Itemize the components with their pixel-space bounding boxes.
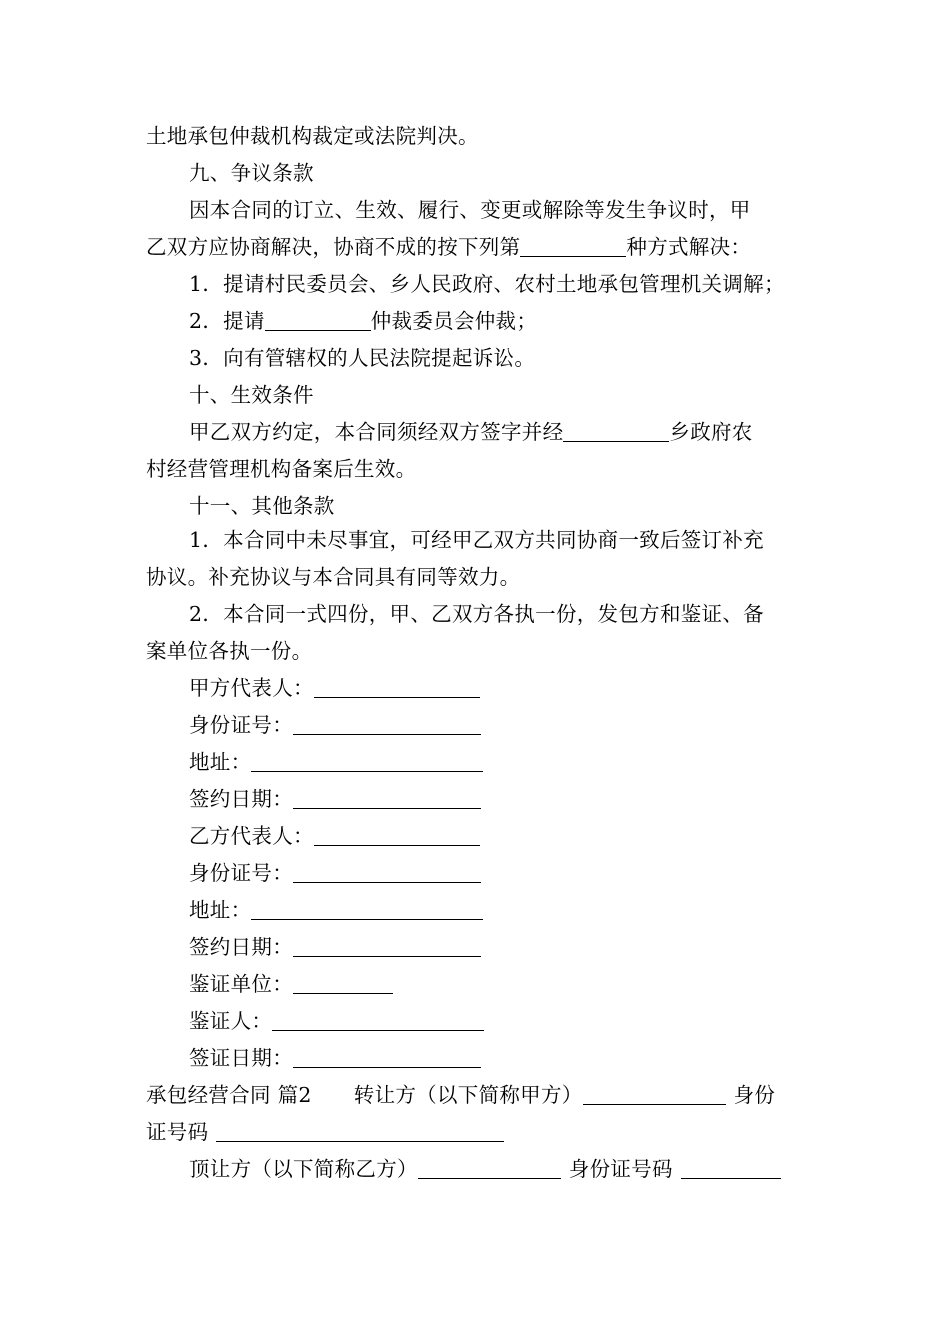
text-line: 村经营管理机构备案后生效。 bbox=[146, 457, 417, 481]
signature-field: 身份证号： bbox=[189, 855, 481, 892]
text-line: 甲乙双方约定，本合同须经双方签字并经 乡政府农 bbox=[189, 420, 753, 444]
signature-field: 鉴证单位： bbox=[189, 966, 393, 1003]
list-item: 1．本合同中未尽事宜，可经甲乙双方共同协商一致后签订补充 bbox=[189, 528, 764, 552]
section-heading-9: 九、争议条款 bbox=[189, 161, 314, 185]
blank-line bbox=[293, 712, 481, 735]
text-line: 协议。补充协议与本合同具有同等效力。 bbox=[146, 565, 521, 589]
blank-line bbox=[418, 1156, 561, 1179]
text-line: 案单位各执一份。 bbox=[146, 639, 313, 663]
text-line: 顶让方（以下简称乙方） 身份证号码 bbox=[189, 1151, 781, 1188]
signature-field: 签约日期： bbox=[189, 929, 481, 966]
blank-line bbox=[293, 971, 393, 994]
list-item: 2．提请 仲裁委员会仲裁； bbox=[189, 309, 538, 333]
section-heading-11: 十一、其他条款 bbox=[189, 494, 335, 518]
signature-field: 签证日期： bbox=[189, 1040, 481, 1077]
signature-field: 地址： bbox=[189, 892, 483, 929]
blank-line bbox=[563, 419, 669, 442]
section-heading-part2: 承包经营合同 篇2 bbox=[146, 1083, 312, 1107]
blank-line bbox=[272, 1008, 484, 1031]
signature-field: 乙方代表人： bbox=[189, 818, 480, 855]
signature-field: 鉴证人： bbox=[189, 1003, 484, 1040]
text-line: 乙双方应协商解决，协商不成的按下列第 种方式解决： bbox=[146, 235, 752, 259]
blank-line bbox=[520, 234, 626, 257]
blank-line bbox=[216, 1119, 504, 1142]
section-heading-10: 十、生效条件 bbox=[189, 383, 314, 407]
blank-line bbox=[583, 1082, 726, 1105]
text-line: 承包经营合同 篇2 转让方（以下简称甲方） 身份 bbox=[146, 1083, 776, 1107]
list-item: 1．提请村民委员会、乡人民政府、农村土地承包管理机关调解； bbox=[189, 272, 785, 296]
blank-line bbox=[293, 934, 481, 957]
blank-line bbox=[293, 786, 481, 809]
blank-line bbox=[251, 749, 483, 772]
text-line: 因本合同的订立、生效、履行、变更或解除等发生争议时，甲 bbox=[189, 198, 751, 222]
blank-line bbox=[265, 308, 371, 331]
blank-line bbox=[314, 675, 480, 698]
blank-line bbox=[251, 897, 483, 920]
blank-line bbox=[681, 1156, 781, 1179]
blank-line bbox=[293, 860, 481, 883]
list-item: 3．向有管辖权的人民法院提起诉讼。 bbox=[189, 346, 536, 370]
signature-field: 身份证号： bbox=[189, 707, 481, 744]
list-item: 2．本合同一式四份，甲、乙双方各执一份，发包方和鉴证、备 bbox=[189, 602, 764, 626]
text-line: 土地承包仲裁机构裁定或法院判决。 bbox=[146, 124, 479, 148]
text-line: 证号码 bbox=[146, 1114, 504, 1151]
blank-line bbox=[314, 823, 480, 846]
blank-line bbox=[293, 1045, 481, 1068]
signature-field: 地址： bbox=[189, 744, 483, 781]
signature-field: 签约日期： bbox=[189, 781, 481, 818]
signature-field: 甲方代表人： bbox=[189, 670, 480, 707]
